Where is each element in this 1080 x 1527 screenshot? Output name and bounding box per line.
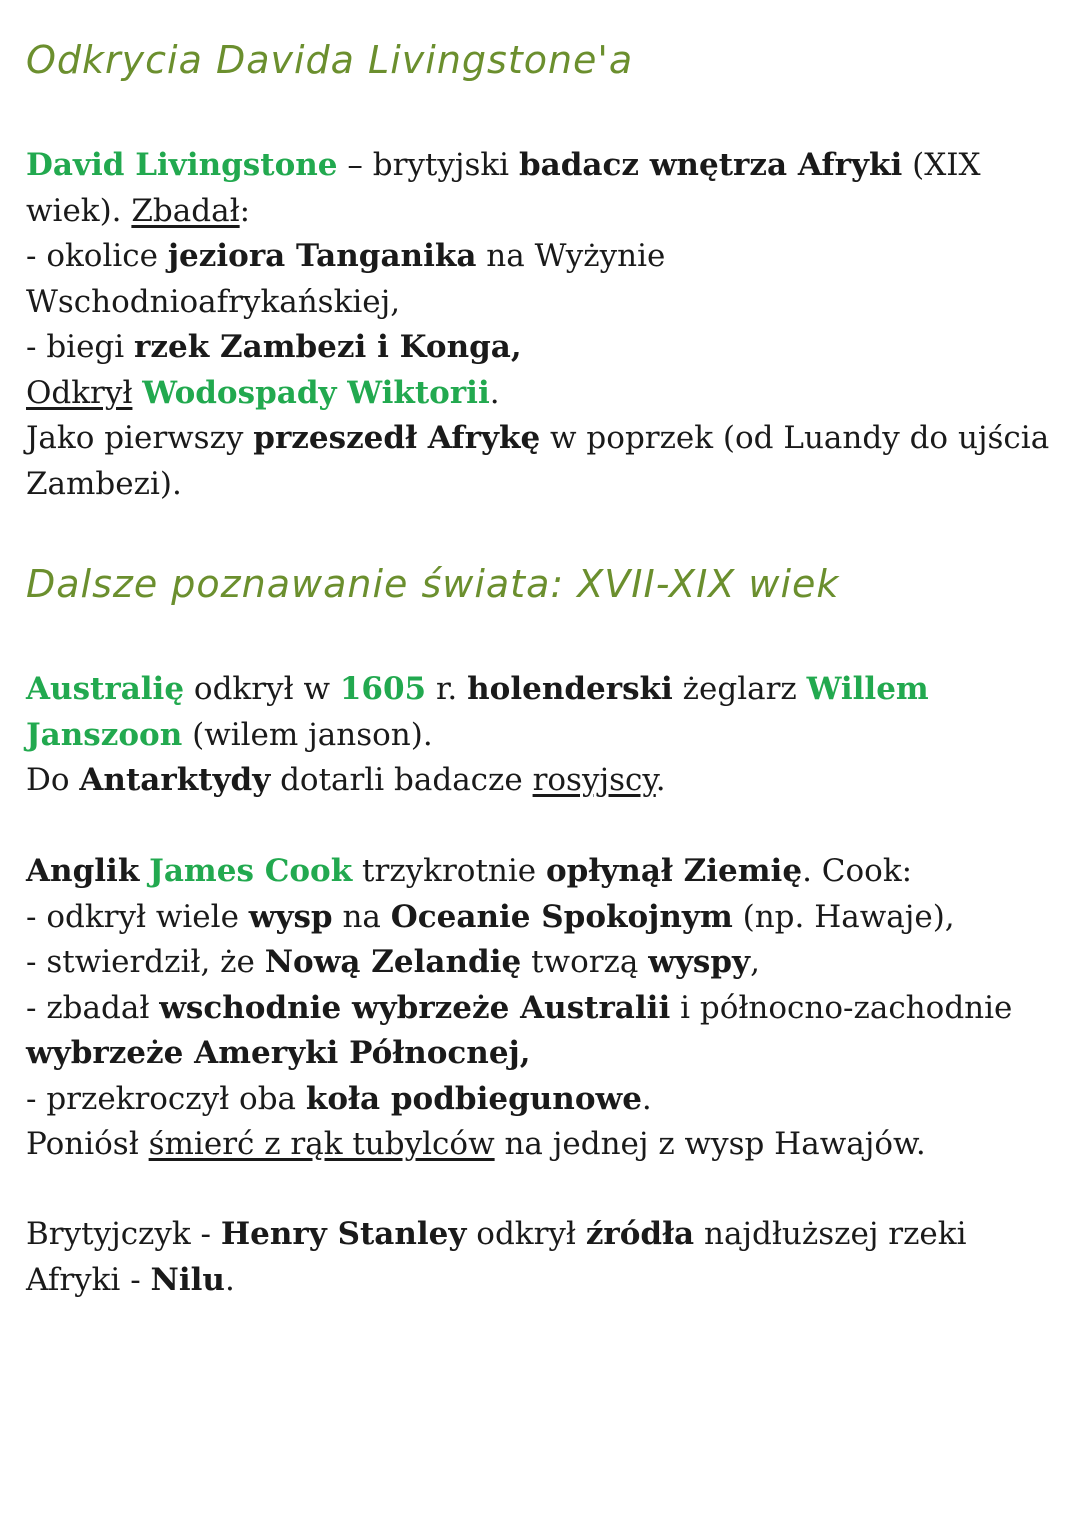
bold-term: Henry Stanley [220, 1216, 467, 1252]
text-run: - biegi [26, 329, 135, 365]
bold-term: wysp [248, 898, 333, 935]
text-run: - okolice [26, 238, 168, 274]
text-line [26, 280, 1066, 326]
bold-term: opłynął Ziemię [545, 853, 803, 889]
text-run: Brytyjczyk - [26, 1216, 221, 1252]
text-run: . [655, 762, 666, 798]
text-run: - zbadał [26, 989, 160, 1026]
text-line [26, 325, 1066, 371]
text-run [139, 853, 149, 889]
text-run: Wschodnioafrykańskiej, [26, 283, 401, 320]
text-run: : [239, 192, 251, 229]
highlight-name: Wodospady Wiktorii [142, 374, 490, 411]
bold-term: wyspy [648, 944, 751, 980]
text-run [132, 375, 142, 411]
paragraph-cook [26, 849, 1066, 1168]
bold-term: Anglik [26, 853, 140, 889]
bold-term: holenderski [467, 671, 673, 707]
text-line [26, 462, 1066, 508]
text-run: (wilem janson). [182, 716, 433, 753]
bold-term: przeszedł Afrykę [253, 420, 541, 456]
text-line [26, 416, 1066, 462]
underlined-term: Zbadał [131, 192, 240, 229]
text-run: odkrył [466, 1216, 586, 1252]
underlined-term: śmierć z rąk tubylców [148, 1126, 495, 1162]
bold-term: jeziora Tanganika [167, 238, 477, 274]
text-run: - stwierdził, że [26, 944, 265, 980]
highlight-name: Australię [26, 671, 185, 707]
text-run: na jednej z wysp Hawajów. [494, 1126, 926, 1162]
bold-term: źródła [585, 1216, 695, 1252]
text-run: (XIX [902, 147, 981, 183]
text-line [26, 189, 1066, 235]
text-line [26, 667, 1066, 713]
bold-term: Oceanie Spokojnym [390, 898, 733, 935]
text-line [26, 986, 1066, 1032]
text-run: . [641, 1080, 652, 1117]
text-run: i północno-zachodnie [670, 989, 1013, 1026]
highlight-name: Janszoon [26, 716, 183, 753]
bold-term: badacz wnętrza Afryki [518, 147, 903, 183]
text-run: – brytyjski [337, 147, 519, 183]
paragraph-australia [26, 667, 1066, 804]
text-run: na [332, 898, 391, 935]
text-line [26, 1212, 1066, 1258]
section-heading-livingstone: Odkrycia Davida Livingstone'a [26, 38, 634, 82]
text-run: Afryki - [26, 1261, 151, 1298]
text-run: na Wyżynie [476, 238, 666, 274]
text-run: najdłuższej rzeki [694, 1216, 967, 1252]
underlined-term: rosyjscy [532, 762, 656, 798]
bold-term: Antarktydy [79, 762, 271, 798]
text-line [26, 143, 1066, 189]
text-run: , [510, 329, 522, 365]
text-run: Poniósł [26, 1126, 149, 1162]
text-run: Jako pierwszy [26, 420, 254, 456]
highlight-name: David Livingstone [26, 147, 338, 183]
highlight-year: 1605 [339, 671, 427, 707]
bold-term: wschodnie wybrzeże Australii [159, 989, 671, 1026]
section-heading-exploration: Dalsze poznawanie świata: XVII-XIX wiek [26, 562, 840, 606]
bold-term: Nilu [150, 1261, 225, 1298]
text-run: . Cook: [802, 853, 913, 889]
text-run: w poprzek (od Luandy do ujścia [540, 420, 1050, 456]
bold-term: koła podbiegunowe [305, 1080, 642, 1117]
highlight-name: Willem [806, 671, 929, 707]
text-run: tworzą [521, 944, 649, 980]
text-line [26, 1258, 1066, 1304]
text-line [26, 1122, 1066, 1168]
text-run: żeglarz [672, 671, 807, 707]
text-line [26, 940, 1066, 986]
text-run: dotarli badacze [270, 762, 533, 798]
text-run: (np. Hawaje), [732, 898, 955, 935]
highlight-name: James Cook [149, 853, 353, 889]
text-run: Zambezi). [26, 465, 182, 502]
bold-term: wybrzeże Ameryki Północnej, [26, 1035, 531, 1071]
paragraph-stanley [26, 1212, 1066, 1303]
text-line [26, 895, 1066, 941]
text-line [26, 1031, 1066, 1077]
text-run: . [224, 1261, 235, 1298]
text-run: wiek). [26, 192, 132, 229]
text-run: trzykrotnie [352, 853, 546, 889]
text-run: - odkrył wiele [26, 898, 249, 935]
paragraph-livingstone [26, 143, 1066, 507]
bold-term: rzek Zambezi i Konga [134, 329, 511, 365]
bold-term: Nową Zelandię [264, 944, 522, 980]
text-line [26, 713, 1066, 759]
text-run: . [489, 374, 500, 411]
text-line [26, 371, 1066, 417]
text-line [26, 849, 1066, 895]
text-line [26, 1077, 1066, 1123]
text-line [26, 758, 1066, 804]
text-run: odkrył w [184, 671, 340, 707]
text-run: , [750, 944, 760, 980]
underlined-term: Odkrył [26, 374, 133, 411]
text-line [26, 234, 1066, 280]
text-run: r. [426, 671, 468, 707]
text-run: Do [26, 762, 80, 798]
text-run: - przekroczył oba [26, 1080, 306, 1117]
